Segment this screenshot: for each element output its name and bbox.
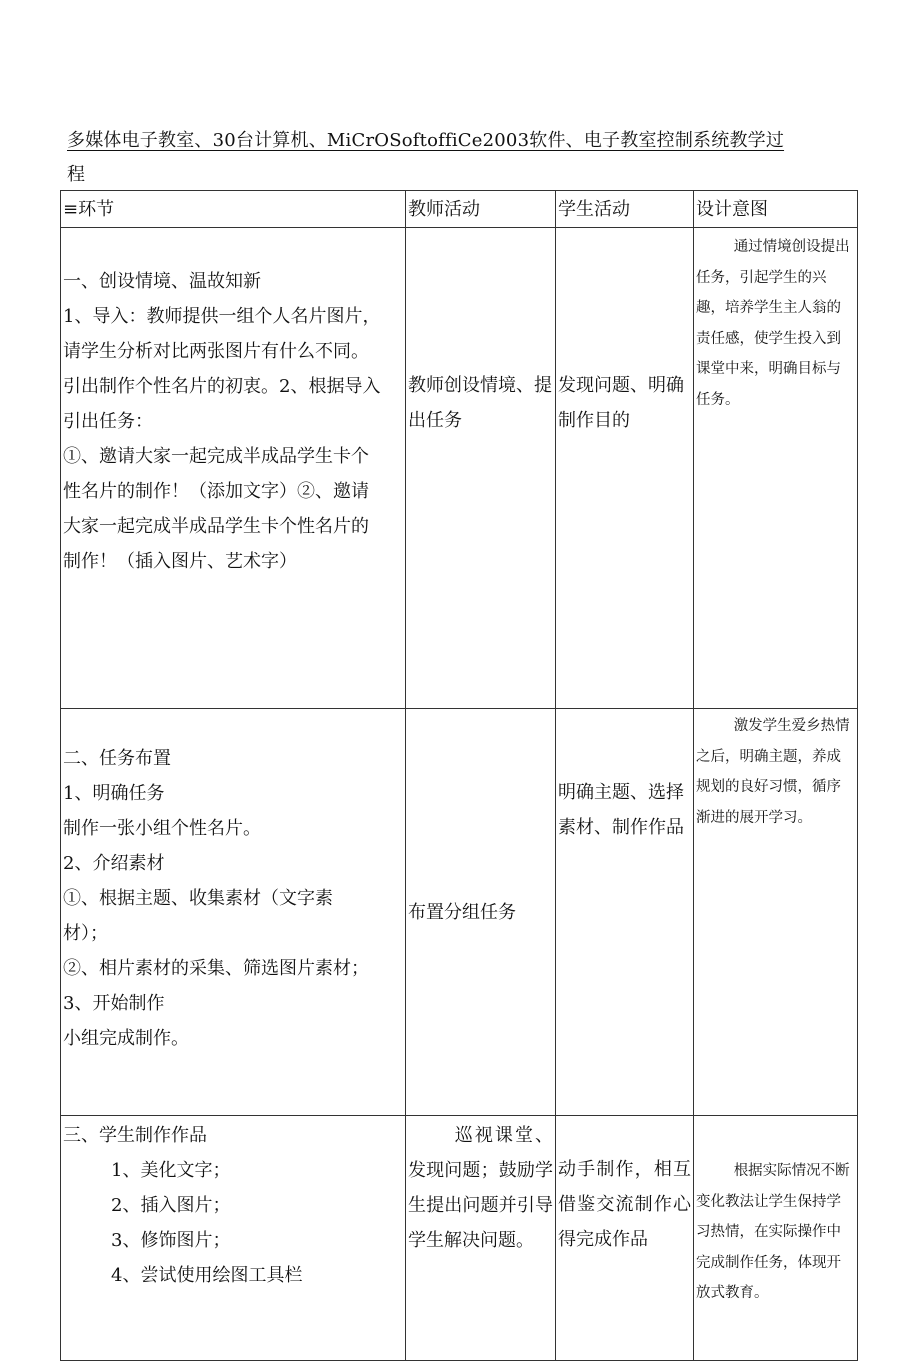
- design-intent-cell: 激发学生爱乡热情之后，明确主题，养成规划的良好习惯，循序渐进的展开学习。: [694, 709, 858, 1116]
- teacher-activity-cell: 巡视课堂、发现问题；鼓励学生提出问题并引导学生解决问题。: [406, 1116, 556, 1361]
- teacher-activity-cell: 布置分组任务: [406, 709, 556, 1116]
- student-activity-cell: 动手制作，相互借鉴交流制作心得完成作品: [556, 1116, 694, 1361]
- stage-line: 一、创设情境、温故知新: [63, 271, 261, 292]
- stage-line: ①、根据主题、收集素材（文字素: [63, 888, 333, 909]
- stage-item: 3、修饰图片；: [111, 1230, 231, 1251]
- stage-cell: [61, 709, 406, 1116]
- heading-line-2: 程: [67, 164, 86, 185]
- stage-line: 引出任务：: [63, 411, 153, 432]
- header-student: 学生活动: [556, 191, 694, 228]
- heading-line-1: 多媒体电子教室、30台计算机、MiCrOSoftoffiCe2003软件、电子教室控制系统教学过: [67, 130, 785, 151]
- stage-line: 请学生分析对比两张图片有什么不同。: [63, 341, 369, 362]
- stage-line: 大家一起完成半成品学生卡个性名片的: [63, 516, 369, 537]
- stage-cell: [61, 1116, 406, 1361]
- stage-line: 材）；: [63, 923, 108, 944]
- header-stage: ≡环节: [61, 191, 406, 228]
- header-teacher: 教师活动: [406, 191, 556, 228]
- stage-cell: [61, 228, 406, 709]
- table-row: [61, 228, 858, 709]
- stage-line: ②、相片素材的采集、筛选图片素材；: [63, 958, 369, 979]
- materials-heading: [67, 124, 867, 192]
- table-header-row: [61, 191, 858, 228]
- stage-line: 3、开始制作: [63, 993, 165, 1014]
- table-row: [61, 1116, 858, 1361]
- stage-line: 性名片的制作！（添加文字）②、邀请: [63, 481, 369, 502]
- stage-item: 4、尝试使用绘图工具栏: [111, 1265, 303, 1286]
- stage-line: 1、导入：教师提供一组个人名片图片，: [63, 306, 381, 327]
- stage-line: 2、介绍素材: [63, 853, 165, 874]
- design-intent-cell: 根据实际情况不断变化教法让学生保持学习热情，在实际操作中完成制作任务，体现开放式教育。: [694, 1116, 858, 1361]
- stage-line: 1、明确任务: [63, 783, 165, 804]
- table-row: [61, 709, 858, 1116]
- stage-line: 制作一张小组个性名片。: [63, 818, 261, 839]
- stage-title: 三、学生制作作品: [63, 1125, 207, 1146]
- stage-line: 引出制作个性名片的初衷。2、根据导入: [63, 376, 381, 397]
- student-activity-cell: 明确主题、选择素材、制作作品: [556, 709, 694, 1116]
- stage-item: 1、美化文字；: [111, 1160, 231, 1181]
- teacher-activity-cell: 教师创设情境、提出任务: [406, 228, 556, 709]
- stage-item: 2、插入图片；: [111, 1195, 231, 1216]
- header-intent: 设计意图: [694, 191, 858, 228]
- stage-line: 二、任务布置: [63, 748, 171, 769]
- lesson-plan-table: [60, 190, 858, 1361]
- stage-line: 制作！（插入图片、艺术字）: [63, 551, 297, 572]
- student-activity-cell: 发现问题、明确制作目的: [556, 228, 694, 709]
- stage-line: ①、邀请大家一起完成半成品学生卡个: [63, 446, 369, 467]
- stage-line: 小组完成制作。: [63, 1028, 189, 1049]
- design-intent-cell: 通过情境创设提出任务，引起学生的兴趣，培养学生主人翁的责任感，使学生投入到课堂中来，明确目标与任务。: [694, 228, 858, 709]
